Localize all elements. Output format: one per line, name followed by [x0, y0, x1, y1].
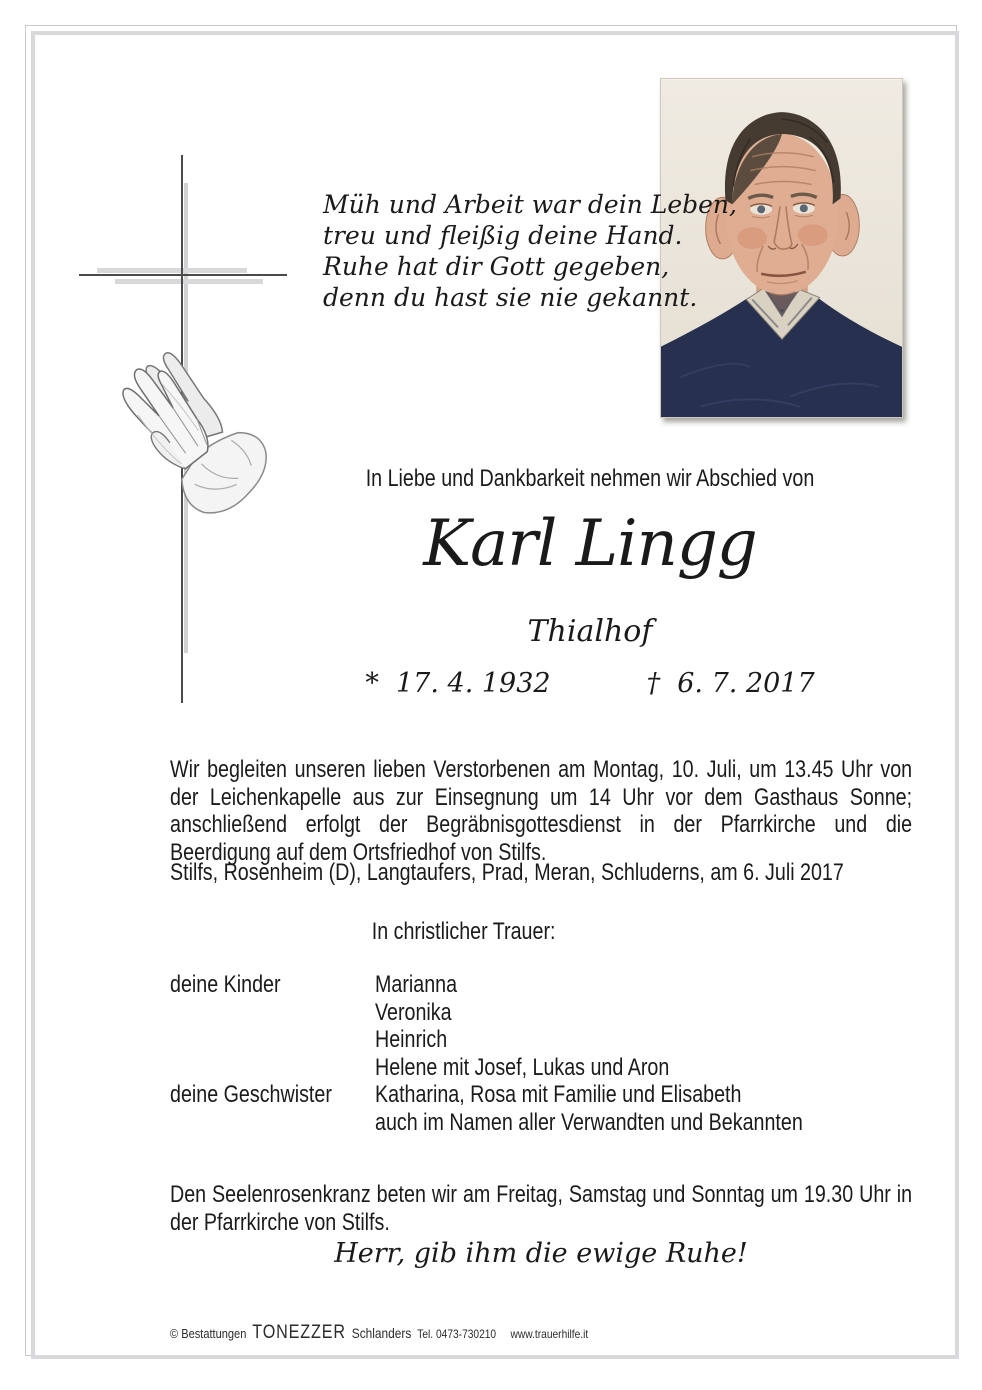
closing-prayer: Herr, gib ihm die ewige Ruhe! — [334, 1238, 748, 1269]
family-row-siblings — [170, 1081, 912, 1136]
cross-icon — [79, 274, 287, 276]
cross-icon — [115, 279, 263, 284]
memorial-poem — [323, 189, 737, 313]
rosary-announcement: Den Seelenrosenkranz beten wir am Freitag, Samstag und Sonntag um 19.30 Uhr in der Pfarrkirche von Stilfs. — [170, 1181, 913, 1236]
birth-date — [365, 668, 550, 699]
family-name: Marianna — [375, 971, 458, 998]
deceased-name: Karl Lingg — [423, 507, 757, 581]
family-names — [375, 971, 912, 1081]
life-dates — [200, 668, 980, 699]
family-name: Heinrich — [375, 1026, 448, 1053]
poem-line: denn du hast sie nie gekannt. — [323, 283, 698, 312]
funeral-home-footer — [170, 1322, 588, 1344]
family-name: auch im Namen aller Verwandten und Bekannten — [375, 1108, 803, 1136]
footer-phone: Tel. 0473-730210 — [417, 1327, 497, 1341]
family-row-children — [170, 971, 912, 1081]
footer-website: www.trauerhilfe.it — [510, 1327, 589, 1341]
born-symbol: * — [365, 668, 379, 699]
family-label: deine Geschwister — [170, 1081, 332, 1108]
farm-name: Thialhof — [527, 614, 653, 649]
poem-line: Ruhe hat dir Gott gegeben, — [323, 252, 670, 281]
family-name: Veronika — [375, 998, 452, 1026]
places-and-date: Stilfs, Rosenheim (D), Langtaufers, Prad, Meran, Schluderns, am 6. Juli 2017 — [170, 859, 844, 886]
footer-prefix: © Bestattungen — [170, 1326, 247, 1341]
poem-line: Müh und Arbeit war dein Leben, — [323, 190, 737, 219]
family-list — [170, 971, 912, 1136]
family-name: Katharina, Rosa mit Familie und Elisabeth — [375, 1081, 742, 1108]
death-date — [647, 668, 815, 699]
mourning-heading: In christlicher Trauer: — [371, 918, 556, 945]
birth-date-value: 17. 4. 1932 — [396, 668, 551, 699]
praying-hands-icon — [103, 338, 275, 533]
footer-town: Schlanders — [351, 1325, 412, 1341]
intro-line: In Liebe und Dankbarkeit nehmen wir Abschied von — [365, 465, 815, 492]
cross-icon — [97, 268, 247, 273]
funeral-announcement: Wir begleiten unseren lieben Verstorbenen am Montag, 10. Juli, um 13.45 Uhr von der Leichenkapelle aus zur Einsegnung um 14 Uhr vor dem Gasthaus Sonne; anschließend erfolgt der Begräbnisgottesdienst in der Pfarrkirche und die Beerdigung auf dem Ortsfriedhof von Stilfs. — [170, 756, 913, 866]
family-names — [375, 1081, 912, 1136]
family-name: Helene mit Josef, Lukas und Aron — [375, 1053, 670, 1081]
footer-company-name: TONEZZER — [252, 1322, 346, 1343]
poem-line: treu und fleißig deine Hand. — [323, 221, 683, 250]
death-date-value: 6. 7. 2017 — [677, 668, 815, 699]
family-label: deine Kinder — [170, 971, 281, 998]
cross-symbol: † — [646, 668, 661, 699]
